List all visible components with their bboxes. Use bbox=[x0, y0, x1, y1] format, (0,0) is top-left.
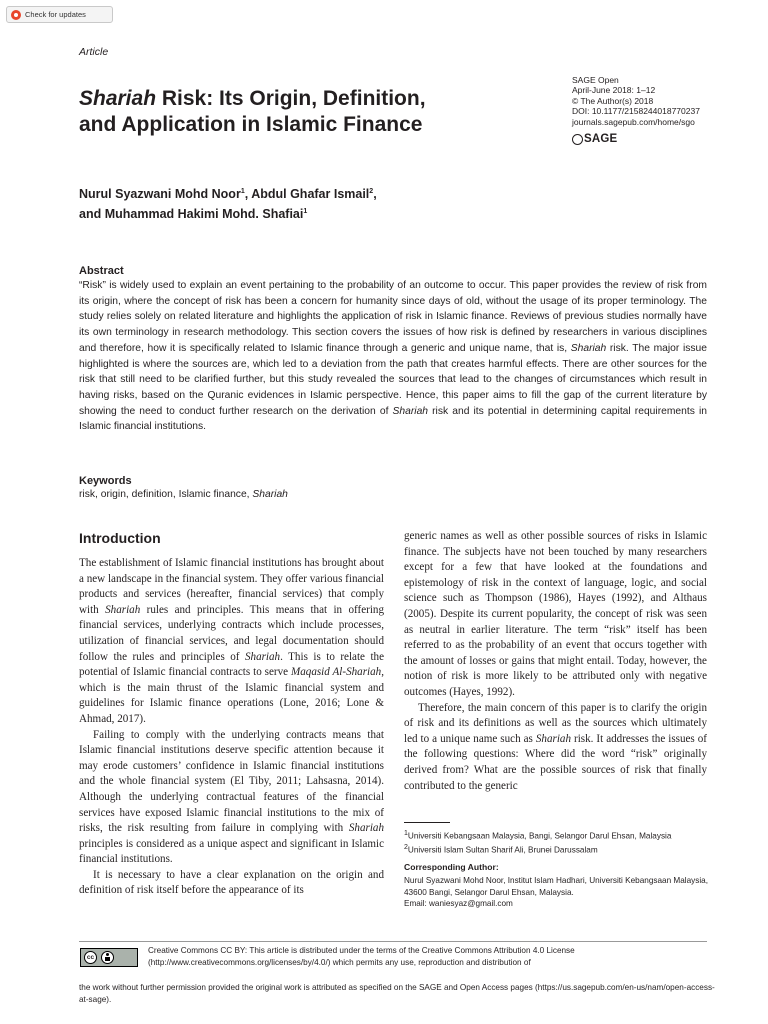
corresponding-author bbox=[404, 875, 724, 910]
text-run: risk. It addresses the issues of the following questions: Where did the word “risk” originally derived from? What are the possible sources of risk that finally contributed to the generic bbox=[404, 732, 707, 792]
paragraph bbox=[79, 556, 384, 728]
paragraph: It is necessary to have a clear explanation on the origin and definition of risk itself before the appearance of its bbox=[79, 868, 384, 897]
journal-url[interactable]: journals.sagepub.com/home/sgo bbox=[572, 116, 695, 127]
abstract-part: risk and its potential in determining capital requirements in Islamic financial institutions. bbox=[79, 405, 707, 433]
abstract-italic: Shariah bbox=[392, 405, 429, 417]
abstract-text bbox=[79, 278, 707, 435]
author-3: Muhammad Hakimi Mohd. Shafiai bbox=[104, 207, 304, 222]
text-run: . This is to relate the potential of Islamic financial contracts to serve bbox=[79, 650, 385, 679]
text-run: The establishment of Islamic financial institutions has brought about a new landscape in the financial system. They offer various financial products and services (hereafter, financial services) that comply with bbox=[79, 557, 384, 616]
journal-meta bbox=[572, 75, 700, 127]
affil-sup: 2 bbox=[404, 844, 408, 852]
sage-logo-icon bbox=[572, 134, 583, 145]
affil-sup: 1 bbox=[404, 830, 408, 837]
abstract-italic: Shariah bbox=[570, 342, 607, 354]
author-1: Nurul Syazwani Mohd Noor bbox=[79, 187, 241, 202]
keywords-heading: Keywords bbox=[79, 475, 132, 487]
by-icon bbox=[101, 951, 114, 964]
sage-logo-text: SAGE bbox=[584, 133, 618, 145]
corresponding-email[interactable]: Email: waniesyaz@gmail.com bbox=[404, 899, 513, 908]
abstract-heading: Abstract bbox=[79, 265, 124, 277]
paragraph: generic names as well as other possible sources of risks in Islamic finance. The subjects have not been touched by many researchers except for a few that have looked at the foundations and epistemology of risk in the context of language, logic, and social science such as Thompson (1986), Hayes (1992), and Althaus (2005). Despite its current popularity, the concept of risk was seen as neutral in earlier literature. The term “risk” itself has been referred to as the probability of an event that occurs together with the amount of losses or gains that might entail. Today, however, the notion of risk is more likely to be attributed only with negative outcomes (Hayes, 1992). bbox=[404, 530, 707, 698]
journal-issue: April-June 2018: 1–12 bbox=[572, 85, 656, 96]
text-run: rules and principles. This means that in offering financial services, underlying contracts which include processes, utilization of financial services, and legal documentation should follow the rules and principles of bbox=[79, 603, 385, 663]
affil-text: Universiti Islam Sultan Sharif Ali, Brunei Darussalam bbox=[407, 845, 598, 855]
article-type: Article bbox=[79, 46, 109, 58]
text-run: Failing to comply with the underlying contracts means that Islamic financial institutions deserve specific attention because it may erode customers’ confidence in Islamic financial institutions and the whole financial system (El Tiby, 2011; Lahsasna, 2014). Although the underlying contractual features of the financial services have exposed Islamic financial institutions to the mix of risks, the risk resulting from failure in complying with bbox=[79, 728, 384, 835]
text-run: principles is considered as a unique aspect and significant in Islamic financial institutions. bbox=[79, 837, 384, 866]
license-text: Creative Commons CC BY: This article is distributed under the terms of the Creative Commons Attribution 4.0 License (http://www.creativecommons.org/licenses/by/4.0/) which permits any use, reproduction and distribution of bbox=[148, 946, 575, 968]
body-column-left bbox=[79, 556, 384, 899]
footer-divider bbox=[79, 941, 707, 942]
author-and: and bbox=[79, 207, 105, 222]
check-for-updates-button[interactable] bbox=[6, 6, 113, 23]
text-italic: Shariah bbox=[348, 822, 384, 835]
cc-icon: cc bbox=[84, 951, 97, 964]
abstract-part: risk. The major issue highlighted is where the sources are, which led to a deviation from the path that creates harmful effects. There are other sources for the risk that still need to be clarified further, but this study revealed the sources that lead to the changes of circumstances which result in having risks, based on the Quranic evidences in Islamic perspective. Hence, this paper aims to fill the gap of the current literature by showing the need to conduct further research on the derivation of bbox=[79, 342, 707, 417]
corresponding-heading: Corresponding Author: bbox=[404, 862, 499, 872]
journal-doi[interactable]: DOI: 10.1177/2158244018770237 bbox=[572, 106, 700, 117]
paragraph bbox=[404, 701, 707, 795]
author-sep: , bbox=[244, 187, 252, 202]
check-updates-label: Check for updates bbox=[25, 10, 86, 19]
author-2-affil: 2 bbox=[369, 188, 374, 195]
journal-name: SAGE Open bbox=[572, 75, 619, 85]
sage-logo bbox=[572, 133, 617, 145]
text-italic: Shariah bbox=[105, 603, 141, 616]
text-run: , which is the main thrust of the Islamic financial system and guidelines for Islamic finance operations (Lone, 2016; Lone & Ahmad, 2017). bbox=[79, 666, 384, 725]
text-italic: Shariah bbox=[535, 732, 572, 745]
check-updates-icon bbox=[11, 10, 21, 20]
author-sep-2: , bbox=[373, 187, 377, 202]
introduction-heading: Introduction bbox=[79, 530, 161, 546]
corresponding-address: Nurul Syazwani Mohd Noor, Institut Islam Hadhari, Universiti Kebangsaan Malaysia, 43600 Bangi, Selangor Darul Ehsan, Malaysia. bbox=[404, 876, 708, 897]
affiliation-2 bbox=[404, 842, 724, 856]
title-line1: Risk: Its Origin, Definition, bbox=[156, 87, 426, 110]
body-column-right bbox=[404, 529, 707, 794]
journal-copyright: © The Author(s) 2018 bbox=[572, 95, 654, 106]
footnote-divider bbox=[404, 822, 450, 823]
text-italic: Maqasid Al-Shariah bbox=[290, 666, 382, 679]
cc-by-badge[interactable] bbox=[80, 948, 138, 967]
author-3-affil: 1 bbox=[303, 208, 308, 216]
affiliation-1 bbox=[404, 828, 724, 842]
text-run: Therefore, the main concern of this paper is to clarify the origin of risk and its definitions as well as the sources which ultimately led to a unique name such as bbox=[404, 701, 707, 745]
title-italic: Shariah bbox=[79, 87, 157, 110]
author-2: Abdul Ghafar Ismail bbox=[251, 187, 370, 202]
keywords-text: risk, origin, definition, Islamic finance, bbox=[79, 489, 253, 500]
author-1-affil: 1 bbox=[240, 188, 245, 195]
title-line2: and Application in Islamic Finance bbox=[79, 113, 423, 136]
affiliations bbox=[404, 828, 724, 856]
text-italic: Shariah bbox=[244, 650, 281, 663]
license-text-2: the work without further permission provided the original work is attributed as specified on the SAGE and Open Access pages (https://us.sagepub.com/en-us/nam/open-access-at-sage). bbox=[79, 983, 715, 1005]
keywords-list bbox=[79, 489, 288, 500]
author-list bbox=[79, 183, 479, 223]
paper-title bbox=[79, 86, 499, 138]
abstract-part: “Risk” is widely used to explain an event pertaining to the probability of an outcome to occur. This paper provides the review of risk from its origin, where the concept of risk has been a concern for humanity since days of old, without the usage of its proper terminology. The study relies solely on related literature and highlights the application of risk in Islamic finance. Reviews of previous studies normally have its own terminology in research methodology. This section covers the issues of how risk is defined by researchers in various disciplines and therefore, how it is specifically related to Islamic finance through a generic and unique name, that is, bbox=[79, 280, 707, 354]
keywords-italic: Shariah bbox=[252, 489, 288, 500]
affil-text: Universiti Kebangsaan Malaysia, Bangi, Selangor Darul Ehsan, Malaysia bbox=[407, 831, 672, 841]
paragraph bbox=[79, 728, 384, 868]
